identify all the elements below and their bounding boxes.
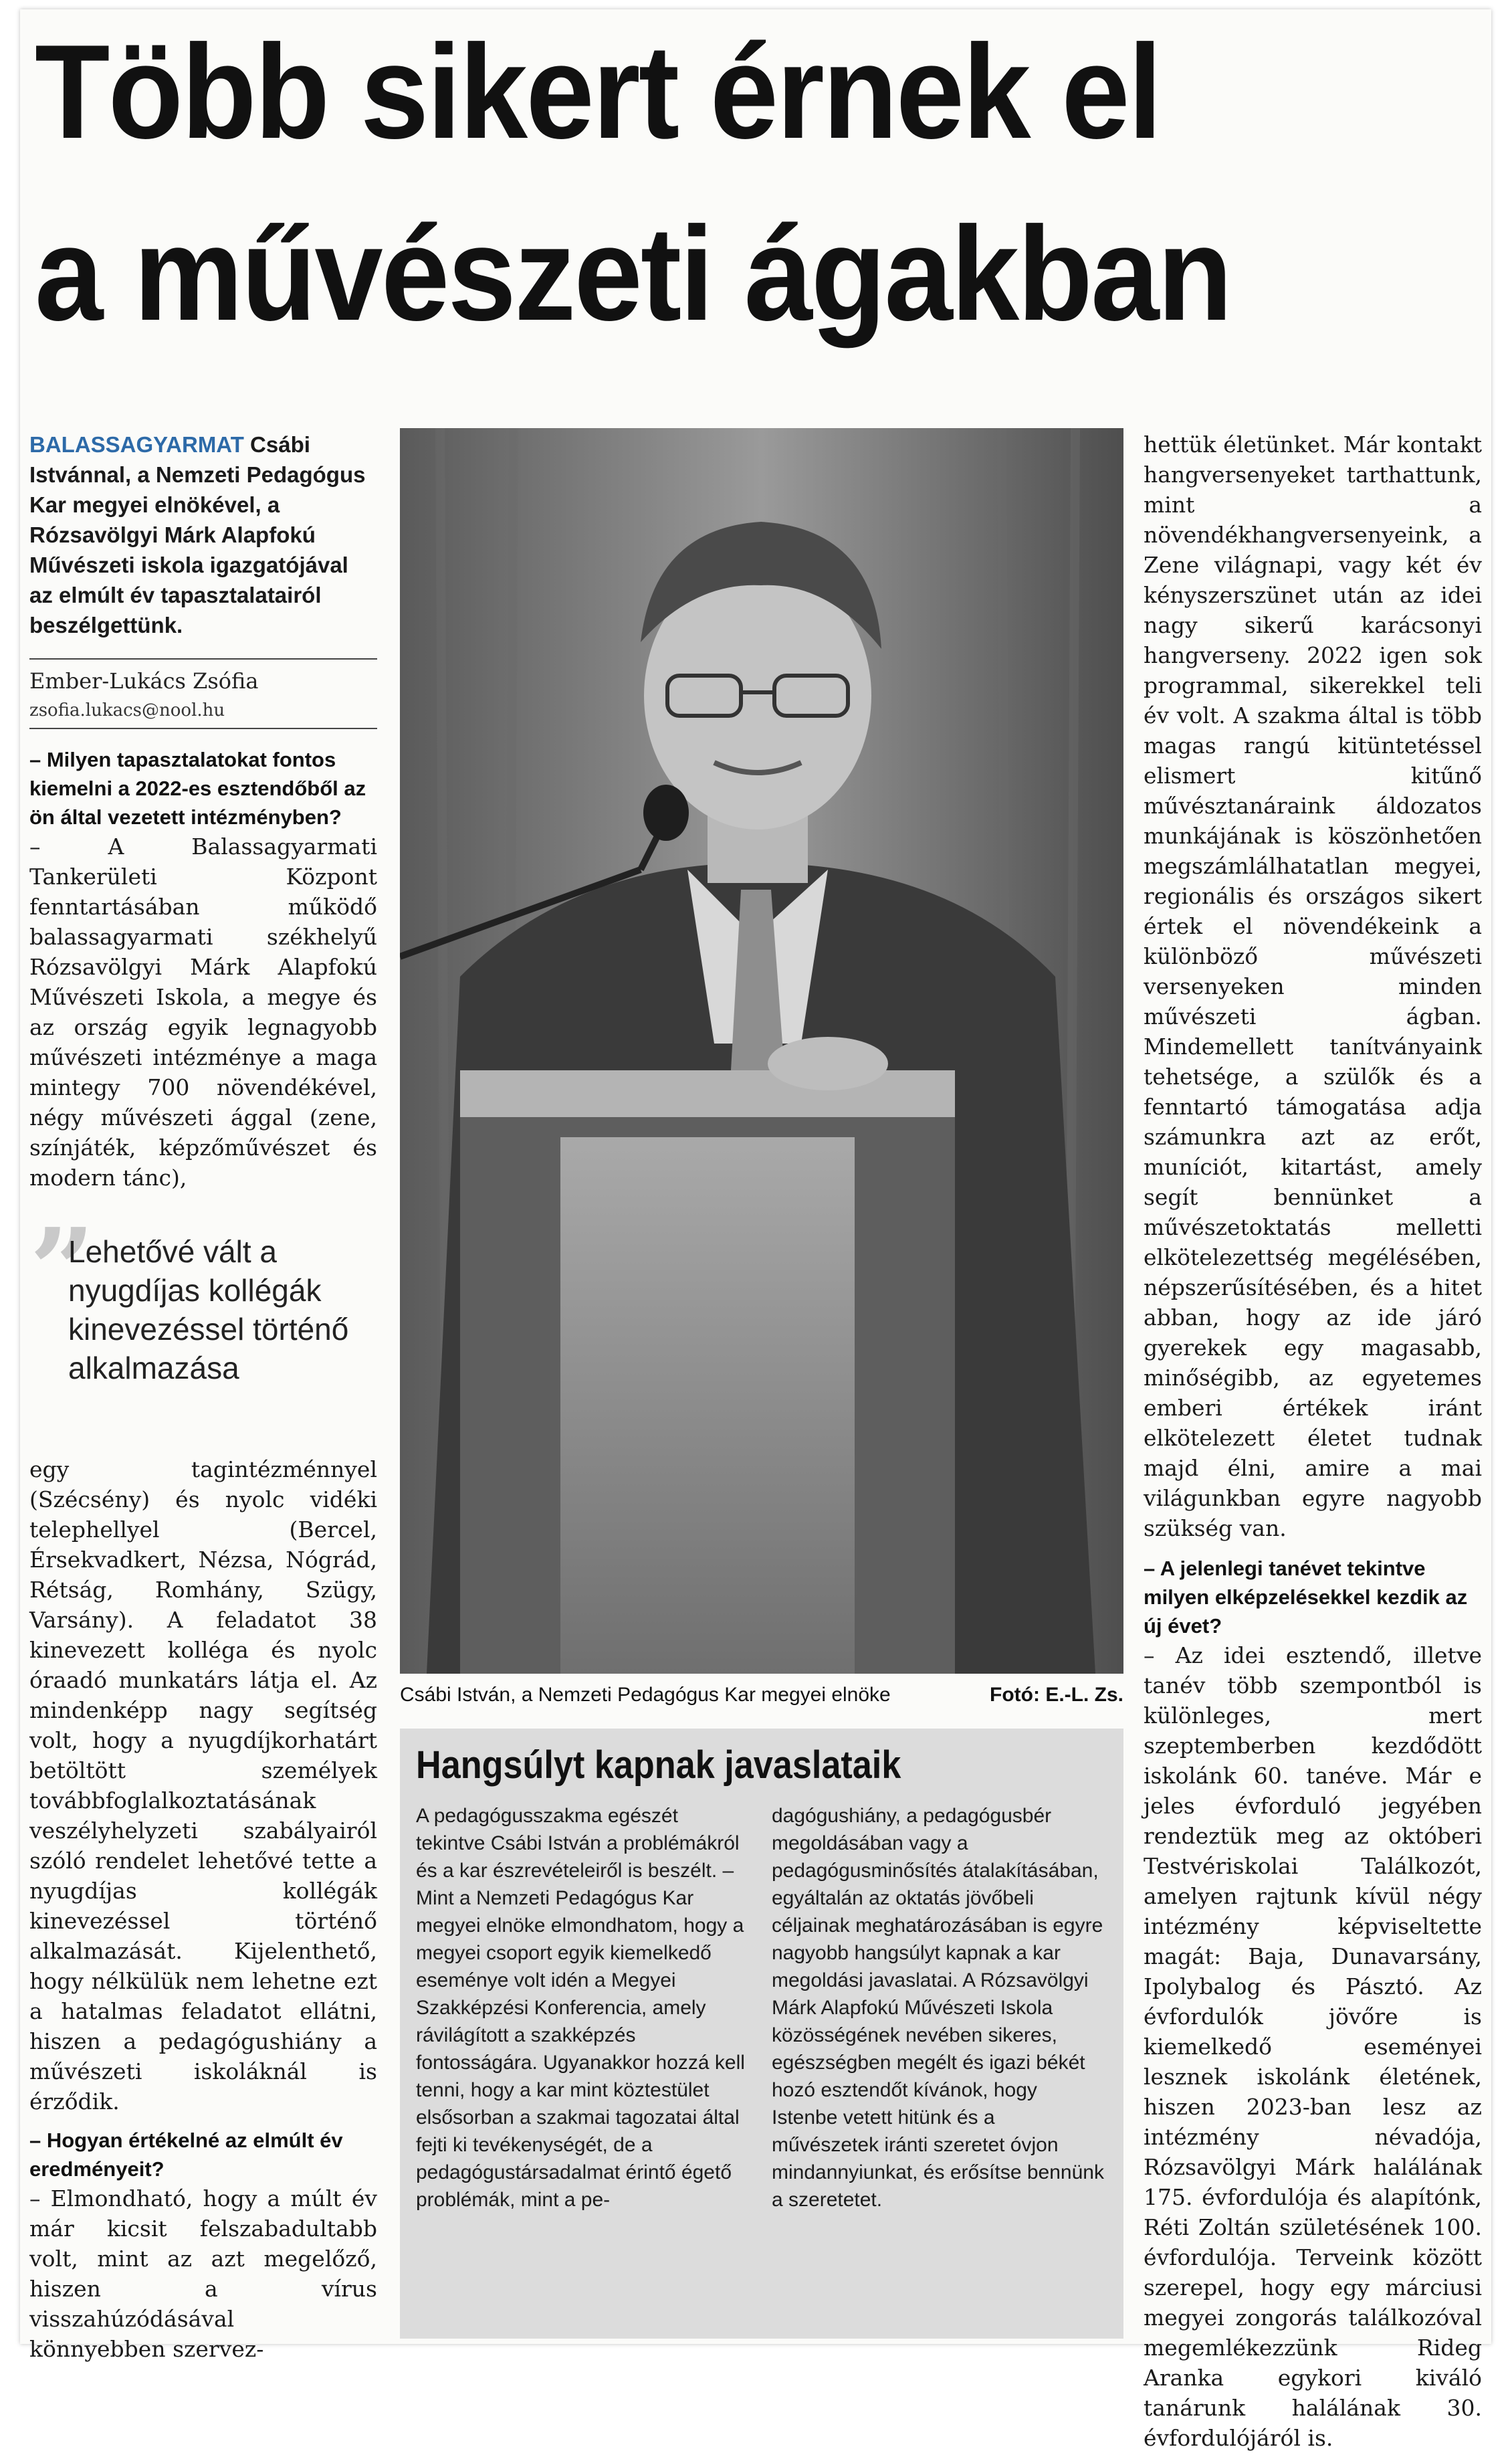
- portrait-photo: [400, 428, 1123, 1674]
- photo-credit: Fotó: E.-L. Zs.: [990, 1684, 1123, 1706]
- dateline: BALASSAGYARMAT: [29, 432, 244, 457]
- headline-line-1: Több sikert érnek el: [35, 17, 1161, 167]
- question-2: – Hogyan értékelné az elmúlt év eredményeit?: [29, 2129, 343, 2181]
- sidebar-box-right-column: dagógushiány, a pedagógusbér megoldásában vagy a pedagógusminősítés átalakításában, egyáltalán az oktatás jövőbeli céljainak meghatározásában is egyre nagyobb hangsúlyt kapnak a kar megoldási javaslatai. A Rózsavölgyi Márk Alapfokú Művészeti Iskola közösségének nevében sikeres, egészségben megélt és igazi békét hozó esztendőt kívánok, hogy Istenbe vetett hitünk és a művészetek iránti szeretet óvjon mindannyiunkat, és erősítse bennünk a szeretetet.: [772, 1805, 1104, 2211]
- answer-2-continued: hettük életünket. Már kontakt hangversenyeket tarthattunk, mint a növendékhangversenyeink, a Zene világnapi, vagy két év kényszerszünet után az idei nagy sikerű karácsonyi hangverseny. 2022 igen sok programmal, sikerekkel teli év volt. A szakma által is több magas rangú kitüntetéssel elismert kitűnő művésztanáraink áldozatos munkájának is köszönhetően megszámlálhatatlan megyei, regionális és országos sikert értek el növendékeink a különböző művészeti versenyeken minden művészeti ágban. Mindemellett tanítványaink tehetsége, a szülők és a fenntartó támogatása adja számunkra azt az erőt, muníciót, kitartást, amely segít bennünket a művészetoktatás melletti elkötelezettség megélésében, népszerűsítésében, és a hitet abban, hogy az ide járó gyerekek egy magasabb, minőségibb, az egyetemes emberi értékek iránt elkötelezett életet tudnak majd élni, amire a mai világunkban egyre nagyobb szükség van.: [1144, 431, 1482, 1541]
- lead-text: Csábi Istvánnal, a Nemzeti Pedagógus Kar megyei elnökével, a Rózsavölgyi Márk Alapfokú Művészeti iskola igazgatójával az elmúlt év tapasztalatairól beszélgettünk.: [29, 432, 366, 637]
- sidebar-box-left-column: A pedagógusszakma egészét tekintve Csábi István a problémákról és a kar észrevételeiről is beszélt. – Mint a Nemzeti Pedagógus Kar megyei elnöke elmondhatom, hogy a megyei csoport egyik kiemelkedő eseménye volt idén a Megyei Szakképzési Konferencia, amely rávilágított a szakképzés fontosságára. Ugyanakkor hozzá kell tenni, hogy a kar mint köztestület elsősorban a szakmai tagozatai által fejti ki tevékenységét, de a pedagógustársadalmat érintő égető problémák, mint a pe-: [416, 1805, 745, 2211]
- newspaper-page: [20, 9, 1491, 2451]
- question-3: – A jelenlegi tanévet tekintve milyen elképzelésekkel kezdik az új évet?: [1144, 1557, 1468, 1638]
- lead-paragraph: [29, 429, 377, 640]
- question-1: – Milyen tapasztalatokat fontos kiemelni a 2022-es esztendőből az ön által vezetett intézményben?: [29, 748, 366, 829]
- author-name: Ember-Lukács Zsófia: [29, 668, 259, 694]
- quotation-mark-icon: ”: [29, 1203, 95, 1337]
- caption-text: Csábi István, a Nemzeti Pedagógus Kar megyei elnöke: [400, 1684, 891, 1706]
- sidebar-box-title: Hangsúlyt kapnak javaslataik: [416, 1743, 901, 1787]
- author-email: zsofia.lukacs@nool.hu: [29, 700, 225, 720]
- pull-quote-text: Lehetővé vált a nyugdíjas kollégák kinevezéssel történő alkalmazása: [68, 1234, 349, 1385]
- pull-quote: [29, 1203, 384, 1434]
- headline-line-2: a művészeti ágakban: [35, 199, 1231, 349]
- byline-rule-top: [29, 658, 377, 660]
- column-3: [1144, 429, 1482, 2453]
- photo-caption: [400, 1682, 1123, 1708]
- byline-rule-bottom: [29, 728, 377, 729]
- column-1-top: [29, 745, 377, 1193]
- answer-3: – Az idei esztendő, illetve tanév több szempontból is különleges, mert szeptemberben kezdődött iskolánk 60. tanéve. Már e jeles évforduló jegyében rendeztük meg az októberi Testvériskolai Találkozót, amelyen rajtunk kívül négy intézmény képviseltette magát: Baja, Dunavarsány, Ipolybalog és Pásztó. Az évfordulók jövőre is kiemelkedő eseményei lesznek iskolánk életének, hiszen 2023-ban lesz az intézmény névadója, Rózsavölgyi Márk halálának 175. évfordulója és alapítónk, Réti Zoltán születésének 100. évfordulója. Terveink között szerepel, hogy egy márciusi megyei zongorás találkozóval megemlékezzünk Rideg Aranka egykori kiváló tanárunk halálának 30. évfordulójáról is.: [1144, 1642, 1482, 2451]
- speaker-at-podium-image: [400, 428, 1123, 1674]
- answer-1: – A Balassagyarmati Tankerületi Központ fenntartásában működő balassagyarmati székhelyű Rózsavölgyi Márk Alapfokú Művészeti Iskola, a megye és az ország egyik legnagyobb művészeti intézménye a maga mintegy 700 növendékével, négy művészeti ággal (zene, színjáték, képzőművészet és modern tánc),: [29, 833, 377, 1191]
- column-1-bottom: [29, 1454, 377, 2364]
- sidebar-box: [400, 1729, 1123, 2339]
- answer-1-continued: egy tagintézménnyel (Szécsény) és nyolc vidéki telephellyel (Bercel, Érsekvadkert, Nézsa, Nógrád, Rétság, Romhány, Szügy, Varsány). A feladatot 38 kinevezett kolléga és nyolc óraadó munkatárs látja el. Az mindenképp nagy segítség volt, hogy a nyugdíjkorhatárt betöltött személyek továbbfoglalkoztatásának veszélyhelyzeti szabályairól szóló rendelet lehetővé tette a nyugdíjas kollégák kinevezéssel történő alkalmazását. Kijelenthető, hogy nélkülük nem lehetne ezt a hatalmas feladatot ellátni, hiszen a pedagógushiány a művészeti iskoláknál is érződik.: [29, 1456, 377, 2115]
- answer-2: – Elmondható, hogy a múlt év már kicsit felszabadultabb volt, mint az azt megelőző, hiszen a vírus visszahúzódásával könnyebben szervez-: [29, 2185, 377, 2362]
